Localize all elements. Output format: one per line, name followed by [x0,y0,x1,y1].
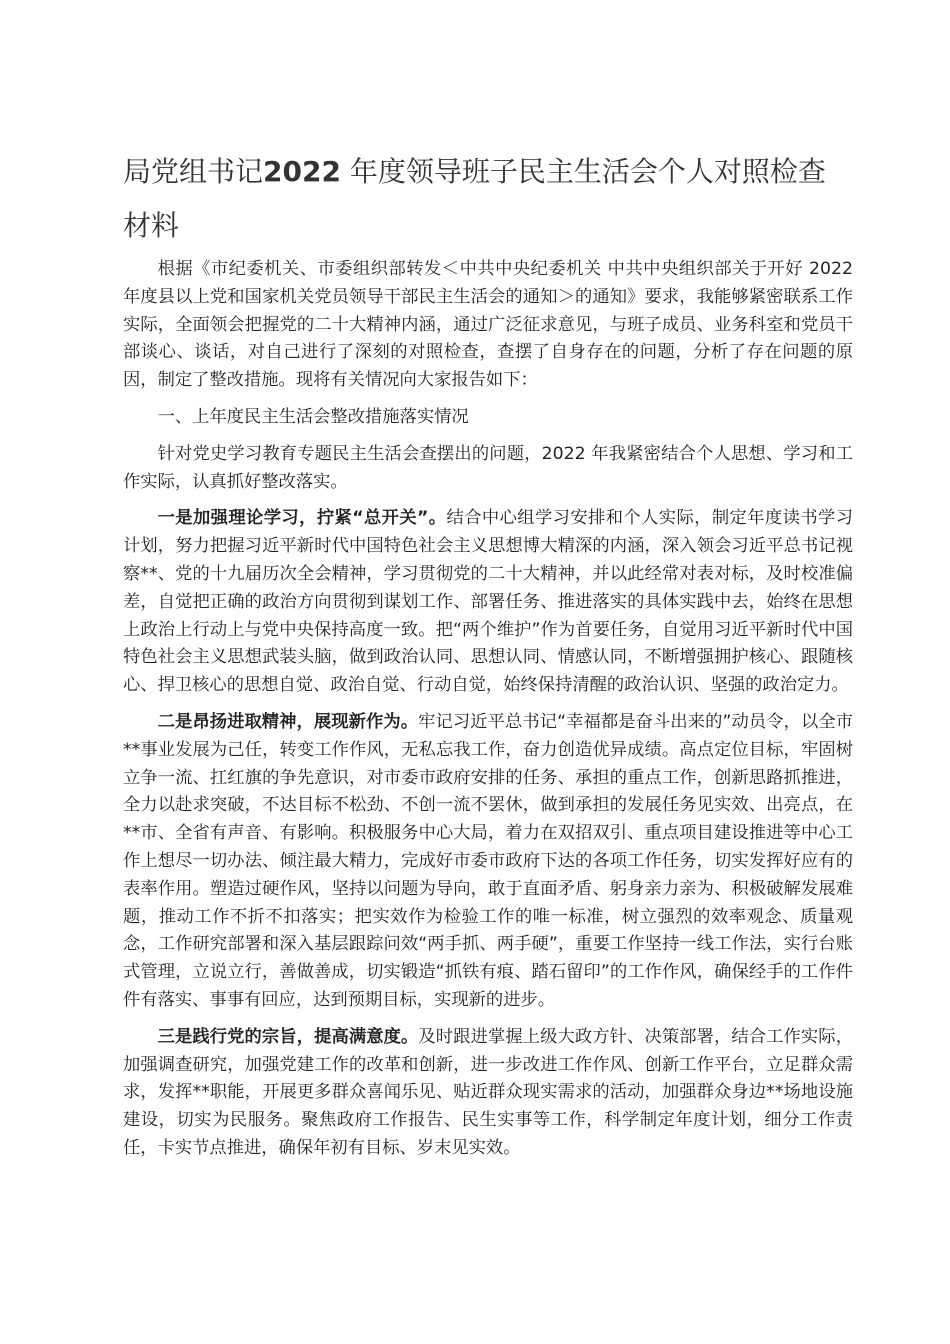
paragraph-text: 根据《市纪委机关、市委组织部转发＜中共中央纪委机关 中共中央组织部关于开好 2022 年度县以上党和国家机关党员领导干部民主生活会的通知＞的通知》要求，我能够紧密联系工作实际，全面领会把握党的二十大精神内涵，通过广泛征求意见，与班子成员、业务科室和党员干部谈心、谈话，对自己进行了深刻的对照检查，查摆了自身存在的问题，分析了存在问题的原因，制定了整改措施。现将有关情况向大家报告如下： [123,259,853,391]
title-part2: 年度领导班子民主生活会个人对照检查材料 [123,155,826,242]
paragraph-lead: 二是昂扬进取精神，展现新作为。 [157,711,419,732]
paragraph-point-1 [123,505,853,700]
paragraph-text: 及时跟进掌握上级大政方针、决策部署，结合工作实际，加强调查研究，加强党建工作的改革和创新，进一步改进工作作风、创新工作平台，立足群众需求，发挥**职能，开展更多群众喜闻乐见、贴近群众现实需求的活动，加强群众身边**场地设施建设，切实为民服务。聚焦政府工作报告、民生实事等工作，科学制定年度计划，细分工作责任，卡实节点推进，确保年初有目标、岁末见实效。 [123,1026,853,1158]
paragraph-text: 针对党史学习教育专题民主生活会查摆出的问题，2022 年我紧密结合个人思想、学习和工作实际，认真抓好整改落实。 [123,443,853,492]
document-body [123,256,853,1163]
paragraph-point-2 [123,709,853,1015]
paragraph-text: 牢记习近平总书记“幸福都是奋斗出来的”动员令，以全市**事业发展为己任，转变工作作风，无私忘我工作，奋力创造优异成绩。高点定位目标，牢固树立争一流、扛红旗的争先意识，对市委市政府安排的任务、承担的重点工作，创新思路抓推进，全力以赴求突破，不达目标不松劲、不创一流不罢休，做到承担的发展任务见实效、出亮点，在**市、全省有声音、有影响。积极服务中心大局，着力在双招双引、重点项目建设推进等中心工作上想尽一切办法、倾注最大精力，完成好市委市政府下达的各项工作任务，切实发挥好应有的表率作用。塑造过硬作风，坚持以问题为导向，敢于直面矛盾、躬身亲力亲为、积极破解发展难题，推动工作不折不扣落实；把实效作为检验工作的唯一标准，树立强烈的效率观念、质量观念，工作研究部署和深入基层跟踪问效“两手抓、两手硬”，重要工作坚持一线工作法，实行台账式管理，立说立行，善做善成，切实锻造“抓铁有痕、踏石留印”的工作作风，确保经手的工作件件有落实、事事有回应，达到预期目标，实现新的进步。 [123,711,853,1010]
paragraph-text: 一、上年度民主生活会整改措施落实情况 [157,406,469,427]
paragraph-text: 结合中心组学习安排和个人实际，制定年度读书学习计划，努力把握习近平新时代中国特色社会主义思想博大精深的内涵，深入领会习近平总书记视察**、党的十九届历次全会精神，学习贯彻党的二十大精神，并以此经常对表对标，及时校准偏差，自觉把正确的政治方向贯彻到谋划工作、部署任务、推进落实的具体实践中去，始终在思想上政治上行动上与党中央保持高度一致。把“两个维护”作为首要任务，自觉用习近平新时代中国特色社会主义思想武装头脑，做到政治认同、思想认同、情感认同，不断增强拥护核心、跟随核心、捍卫核心的思想自觉、政治自觉、行动自觉，始终保持清醒的政治认识、坚强的政治定力。 [123,508,853,696]
paragraph-lead: 一是加强理论学习，拧紧“总开关”。 [157,508,447,529]
section-heading [123,404,853,432]
title-year: 2022 [263,155,341,188]
paragraph-lead: 三是践行党的宗旨，提高满意度。 [157,1026,419,1047]
document-title [123,145,835,253]
paragraph-intro [123,256,853,395]
title-part1: 局党组书记 [123,155,264,188]
paragraph-point-3 [123,1024,853,1163]
paragraph-summary [123,441,853,497]
